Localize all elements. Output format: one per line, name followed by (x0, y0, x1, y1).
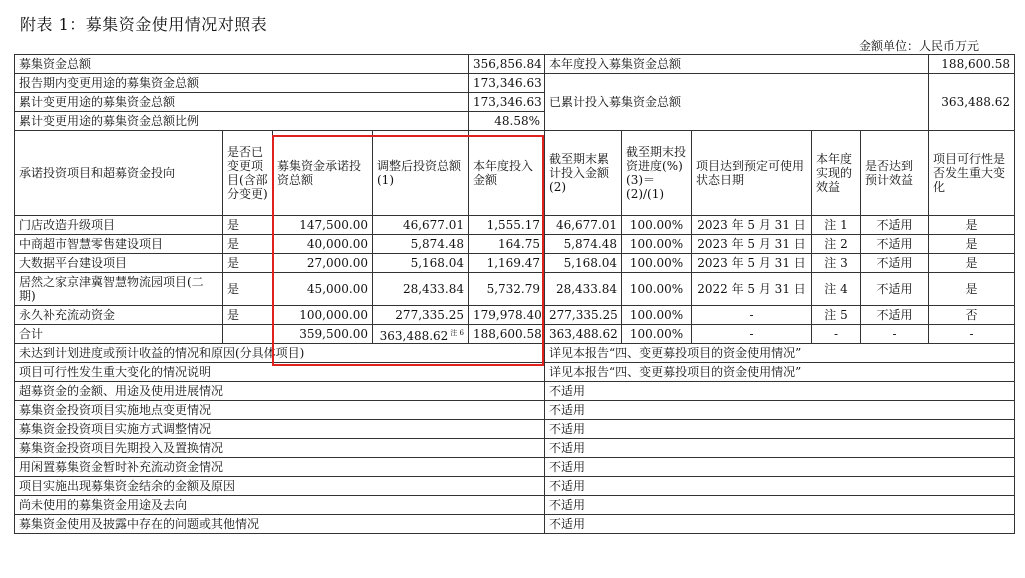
cell-project: 永久补充流动资金 (15, 306, 223, 325)
cell-progress: 100.00% (622, 254, 692, 273)
header-cum-amount: 截至期末累计投入金额(2) (545, 131, 622, 216)
table-row (15, 306, 1015, 325)
summary-label: 累计变更用途的募集资金总额比例 (15, 112, 469, 131)
cell-adjusted: 28,433.84 (373, 273, 469, 306)
summary-label: 本年度投入募集资金总额 (545, 55, 929, 74)
summary-value: 48.58% (469, 112, 545, 131)
summary-label: 募集资金总额 (15, 55, 469, 74)
footnote-marker: 注 6 (450, 328, 465, 337)
cell-feasibility: 否 (929, 306, 1015, 325)
column-header-row (15, 131, 1015, 216)
cell-benefit: 注 5 (812, 306, 861, 325)
table-row (15, 216, 1015, 235)
total-ready-date: - (692, 325, 812, 344)
note-label: 用闲置募集资金暂时补充流动资金情况 (15, 458, 545, 477)
summary-row-changed-period (15, 74, 1015, 93)
total-year-amount: 188,600.58 (469, 325, 545, 344)
cell-benefit: 注 4 (812, 273, 861, 306)
note-label: 募集资金投资项目实施地点变更情况 (15, 401, 545, 420)
cell-changed: 是 (223, 235, 273, 254)
header-feasibility: 项目可行性是否发生重大变化 (929, 131, 1015, 216)
cell-ready-date: 2023 年 5 月 31 日 (692, 254, 812, 273)
cell-cum-amount: 5,874.48 (545, 235, 622, 254)
note-label: 超募资金的金额、用途及使用进展情况 (15, 382, 545, 401)
header-project: 承诺投资项目和超募资金投向 (15, 131, 223, 216)
cell-adjusted: 277,335.25 (373, 306, 469, 325)
cell-cum-amount: 46,677.01 (545, 216, 622, 235)
cell-cum-amount: 5,168.04 (545, 254, 622, 273)
cell-project: 居然之家京津冀智慧物流园项目(二期) (15, 273, 223, 306)
total-adjusted (373, 325, 469, 344)
cell-cum-amount: 277,335.25 (545, 306, 622, 325)
cell-expected: 不适用 (861, 235, 929, 254)
total-row (15, 325, 1015, 344)
note-row (15, 382, 1015, 401)
cell-changed: 是 (223, 254, 273, 273)
cell-year-amount: 1,169.47 (469, 254, 545, 273)
note-label: 募集资金使用及披露中存在的问题或其他情况 (15, 515, 545, 534)
note-row (15, 515, 1015, 534)
cell-committed: 45,000.00 (273, 273, 373, 306)
note-value: 不适用 (545, 477, 1015, 496)
header-adjusted: 调整后投资总额(1) (373, 131, 469, 216)
cell-ready-date: 2022 年 5 月 31 日 (692, 273, 812, 306)
cell-adjusted: 46,677.01 (373, 216, 469, 235)
cell-expected: 不适用 (861, 216, 929, 235)
cell-benefit: 注 2 (812, 235, 861, 254)
total-adjusted-value: 363,488.62 (379, 328, 449, 343)
cell-expected: 不适用 (861, 254, 929, 273)
cell-feasibility: 是 (929, 254, 1015, 273)
summary-row-total (15, 55, 1015, 74)
total-cum-amount: 363,488.62 (545, 325, 622, 344)
summary-value: 173,346.63 (469, 93, 545, 112)
summary-value: 188,600.58 (929, 55, 1015, 74)
table-row (15, 235, 1015, 254)
total-expected: - (861, 325, 929, 344)
cell-adjusted: 5,874.48 (373, 235, 469, 254)
note-value: 不适用 (545, 401, 1015, 420)
note-row (15, 344, 1015, 363)
cell-progress: 100.00% (622, 273, 692, 306)
header-changed: 是否已变更项目(含部分变更) (223, 131, 273, 216)
total-progress: 100.00% (622, 325, 692, 344)
summary-value: 363,488.62 (929, 74, 1015, 131)
note-row (15, 401, 1015, 420)
cell-progress: 100.00% (622, 216, 692, 235)
summary-label: 报告期内变更用途的募集资金总额 (15, 74, 469, 93)
total-label: 合计 (15, 325, 223, 344)
note-value: 不适用 (545, 496, 1015, 515)
note-label: 未达到计划进度或预计收益的情况和原因(分具体项目) (15, 344, 545, 363)
note-label: 尚未使用的募集资金用途及去向 (15, 496, 545, 515)
cell-year-amount: 5,732.79 (469, 273, 545, 306)
note-row (15, 458, 1015, 477)
summary-value: 173,346.63 (469, 74, 545, 93)
note-value: 不适用 (545, 382, 1015, 401)
note-row (15, 363, 1015, 382)
header-year-amount: 本年度投入金额 (469, 131, 545, 216)
header-benefit: 本年度实现的效益 (812, 131, 861, 216)
note-label: 募集资金投资项目实施方式调整情况 (15, 420, 545, 439)
header-progress: 截至期末投资进度(%)(3)＝(2)/(1) (622, 131, 692, 216)
note-label: 募集资金投资项目先期投入及置换情况 (15, 439, 545, 458)
cell-adjusted: 5,168.04 (373, 254, 469, 273)
cell-progress: 100.00% (622, 306, 692, 325)
cell-feasibility: 是 (929, 216, 1015, 235)
note-value: 不适用 (545, 515, 1015, 534)
note-row (15, 439, 1015, 458)
cell-benefit: 注 1 (812, 216, 861, 235)
table-row (15, 273, 1015, 306)
note-row (15, 477, 1015, 496)
note-row (15, 420, 1015, 439)
cell-committed: 27,000.00 (273, 254, 373, 273)
note-value: 不适用 (545, 439, 1015, 458)
note-label: 项目实施出现募集资金结余的金额及原因 (15, 477, 545, 496)
cell-project: 中商超市智慧零售建设项目 (15, 235, 223, 254)
cell-progress: 100.00% (622, 235, 692, 254)
total-benefit: - (812, 325, 861, 344)
summary-label: 已累计投入募集资金总额 (545, 74, 929, 131)
note-label: 项目可行性发生重大变化的情况说明 (15, 363, 545, 382)
cell-year-amount: 179,978.40 (469, 306, 545, 325)
table-row (15, 254, 1015, 273)
cell-ready-date: 2023 年 5 月 31 日 (692, 216, 812, 235)
cell-project: 门店改造升级项目 (15, 216, 223, 235)
note-value: 详见本报告“四、变更募投项目的资金使用情况” (545, 344, 1015, 363)
cell-ready-date: 2023 年 5 月 31 日 (692, 235, 812, 254)
note-row (15, 496, 1015, 515)
cell-year-amount: 164.75 (469, 235, 545, 254)
cell-changed: 是 (223, 216, 273, 235)
cell-committed: 100,000.00 (273, 306, 373, 325)
total-changed (223, 325, 273, 344)
header-committed: 募集资金承诺投资总额 (273, 131, 373, 216)
document-title: 附表 1：募集资金使用情况对照表 (20, 15, 268, 34)
fund-usage-table (14, 54, 1015, 534)
cell-feasibility: 是 (929, 273, 1015, 306)
currency-unit: 金额单位：人民币万元 (858, 39, 979, 53)
cell-cum-amount: 28,433.84 (545, 273, 622, 306)
cell-committed: 147,500.00 (273, 216, 373, 235)
total-feasibility: - (929, 325, 1015, 344)
note-value: 详见本报告“四、变更募投项目的资金使用情况” (545, 363, 1015, 382)
cell-feasibility: 是 (929, 235, 1015, 254)
summary-value: 356,856.84 (469, 55, 545, 74)
cell-committed: 40,000.00 (273, 235, 373, 254)
cell-changed: 是 (223, 273, 273, 306)
cell-expected: 不适用 (861, 306, 929, 325)
summary-label: 累计变更用途的募集资金总额 (15, 93, 469, 112)
note-value: 不适用 (545, 458, 1015, 477)
header-expected: 是否达到预计效益 (861, 131, 929, 216)
cell-expected: 不适用 (861, 273, 929, 306)
cell-project: 大数据平台建设项目 (15, 254, 223, 273)
cell-year-amount: 1,555.17 (469, 216, 545, 235)
note-value: 不适用 (545, 420, 1015, 439)
cell-benefit: 注 3 (812, 254, 861, 273)
cell-changed: 是 (223, 306, 273, 325)
total-committed: 359,500.00 (273, 325, 373, 344)
cell-ready-date: - (692, 306, 812, 325)
header-ready-date: 项目达到预定可使用状态日期 (692, 131, 812, 216)
